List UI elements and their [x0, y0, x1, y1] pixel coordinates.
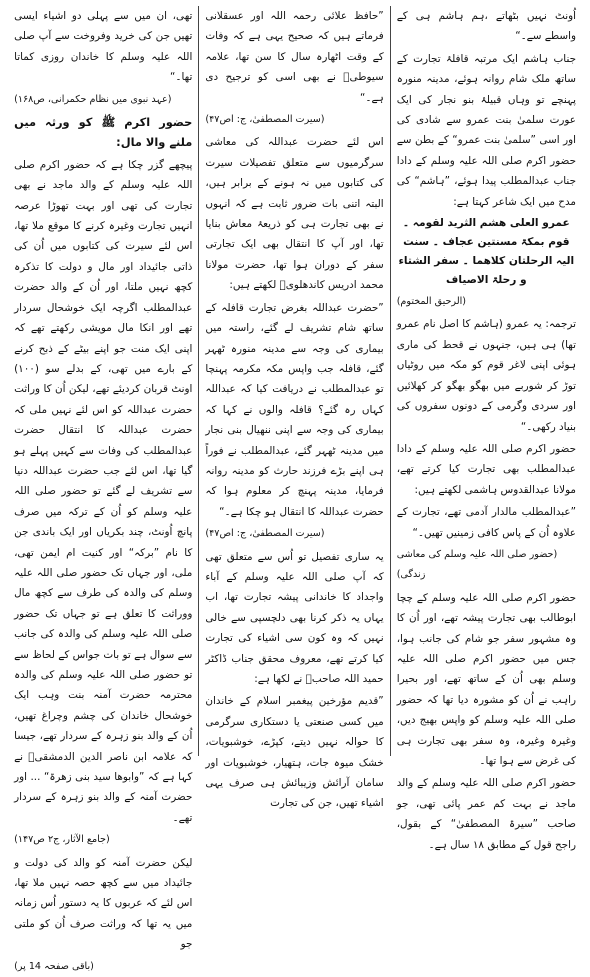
middle-column	[199, 6, 390, 810]
citation: (عہد نبوی میں نظام حکمرانی، ص۱۶۸)	[14, 93, 172, 105]
paragraph: لیکن حضرت آمنہ کو والد کی دولت و جائیداد میں سے کچھ حصہ نہیں ملا تھا، اس لئے کہ عربوں کا یہ دستور اُس زمانہ میں یہ تھا کہ وراثت صرف اُن کو ملتی جو	[14, 856, 193, 951]
arabic-verse: عمرو العلی ھشم الثرید لقومہ ۔ قوم بمکۃ مسنتین عجاف ۔ سنت الیہ الرحلتان کلاھما ۔ سفر الشتاء و رحلۃ الاصیاف	[398, 217, 575, 287]
citation: (حضور صلی اللہ علیہ وسلم کی معاشی زندگی)	[396, 548, 558, 581]
citation: (جامع الآثار، ج۲ ص۱۴۷)	[14, 834, 110, 846]
citation: (سیرت المصطفیٰ، ج: اص۴۷)	[205, 528, 325, 540]
continued-note: (باقی صفحہ 14 پر)	[14, 960, 94, 972]
paragraph: اُونٹ نہیں بٹھاتے ،ہم ہاشم ہی کے واسطے سے۔“	[396, 10, 576, 43]
paragraph: اس لئے حضرت عبداللہ کی معاشی سرگرمیوں سے متعلق تفصیلات سیرت کی کتابوں میں نہ ہونے کے برابر ہیں، البتہ اتنی بات ضرور ثابت ہے کہ انہوں نے بھی تجارت ہی کو ذریعۂ معاش بنایا تھا، اور آپ کا انتقال بھی ایک تجارتی سفر کے دوران ہوا تھا، حضرت مولانا محمد ادریس کاندھلویؒ لکھتے ہیں:	[205, 136, 384, 292]
section-heading: حضور اکرم ﷺ کو ورثہ میں ملنے والا مال:	[14, 115, 193, 150]
paragraph: حضور اکرم صلی اللہ علیہ وسلم کے والد ماجد نے بہت کم عمر پائی تھی، جو صاحب ”سیرۃ المصطفیٰ“ کے بقول، راجح قول کے مطابق ۱۸ سال ہے۔	[396, 777, 576, 851]
paragraph: ”قدیم مؤرخین پیغمبر اسلام کے خاندان میں کسی صنعتی یا دستکاری سرگرمی کا حوالہ نہیں دیتے، کپڑے، خوشبویات، خشک میوہ جات، ہتھیار، خوشبویات اور سامان آرائش وزیبائش ہی صرف یہی اشیاء تھیں، جن کی تجارت	[205, 695, 384, 810]
paragraph: تھی، ان میں سے پہلی دو اشیاء ایسی تھیں جن کی خرید وفروخت سے آپ صلی اللہ علیہ وسلم کا خاندان روزی کماتا تھا۔“	[14, 10, 193, 84]
paragraph: پیچھے گزر چکا ہے کہ حضور اکرم صلی اللہ علیہ وسلم کے والد ماجد نے بھی تجارت کی تھی اور بہت تھوڑا عرصہ انہیں تجارت وغیرہ کرنے کا موقع ملا تھا، اس لئے سیرت کی کتابوں میں اُن کی ذاتی جائیداد اور مال و دولت کا تذکرہ کچھ نہیں ملتا، اور اُن کے والد حضرت عبدالمطلب اگرچہ ایک خوشحال سردار تھے اور انکا مال مویشی رکھتے تھے کہ اپنی ایک منت جو اپنے بیٹے کے ذبح کرنے کے بارے میں تھی، کے بدلے سو (۱۰۰) اونٹ قربان کردیئے تھے، لیکن اُن کا وراثت حضرت عبداللہ کو اس لئے نہیں ملی کہ حضرت عبداللہ کا انتقال حضرت عبدالمطلب کی وفات سے کہیں پہلے ہو گیا تھا، اس لئے جب حضرت عبداللہ دنیا سے تشریف لے گئے تو حضور صلی اللہ علیہ وسلم کو اُن کے ترکہ میں صرف پانچ اُونٹ، چند بکریاں اور ایک باندی جن کا نام ”برکہ“ اور کنیت ام ایمن تھی، ملی، اور جہاں تک حضور صلی اللہ علیہ وسلم کی والدہ کی طرف سے کچھ مال ووراثت کا تعلق ہے تو جہاں تک حضور صلی اللہ علیہ وسلم کی والدہ کی جانب سے سوال ہے تو بات جواس کے لحاظ سے تو حضور صلی اللہ علیہ وسلم کی والدہ محترمہ حضرت آمنہ بنت وہب ایک خوشحال خاندان کی چشم وچراغ تھیں، اُن کے والد بنو زہرہ کے سردار تھے، جیسا کہ علامہ ابن ناصر الدین الدمشقیؒ نے کہا ہے کہ ”وابوھا سید بنی زھرۃ“ ... اور حضرت آمنہ کے والد بنو زہرہ کے سردار تھے۔	[14, 158, 193, 824]
paragraph: ترجمہ: یہ عمرو (ہاشم کا اصل نام عمرو تھا) ہی ہیں، جنہوں نے قحط کی ماری ہوئی اپنی لاغر قوم کو مکہ میں روٹیاں توڑ کر شوربے میں بھگو بھگو کر کھلائیں اور سردی وگرمی کے دونوں سفروں کی بنیاد رکھی۔“	[396, 318, 576, 433]
paragraph: حضور اکرم صلی اللہ علیہ وسلم کے دادا عبدالمطلب بھی تجارت کیا کرتے تھے، مولانا عبدالقدوس ہاشمی لکھتے ہیں:	[396, 442, 576, 496]
paragraph: حضور اکرم صلی اللہ علیہ وسلم کے چچا ابوطالب بھی تجارت پیشہ تھے، اور اُن کا وہ مشہور سفر جو شام کی جانب ہوا، جس میں حضور اکرم صلی اللہ علیہ وسلم بھی اُن کے ساتھ تھے، اور بحیرا راہب نے اُن کو مشورہ دیا تھا کہ حضور صلی اللہ علیہ وسلم کو واپس بھیج دیں، وغیرہ وغیرہ، وہ سفر بھی تجارت ہی کی غرض سے ہوا تھا۔	[396, 591, 576, 767]
paragraph: ”حافظ علائی رحمہ اللہ اور عسقلانی فرماتے ہیں کہ صحیح یہی ہے کہ وفات کے وقت اٹھارہ سال کا سن تھا، علامہ سیوطیؒ نے بھی اسی کو ترجیح دی ہے۔“	[205, 10, 384, 104]
paragraph: ”عبدالمطلب مالدار آدمی تھے، تجارت کے علاوہ اُن کے پاس کافی زمینیں تھیں۔“	[396, 506, 576, 539]
left-column	[8, 6, 199, 972]
paragraph: جناب ہاشم ایک مرتبہ قافلۂ تجارت کے ساتھ ملک شام روانہ ہوئے، مدینہ منورہ پہنچے تو وہاں قبیلۂ بنو نجار کی ایک عورت سلمیٰ بنت عمرو سے شادی کی اور اسی ”سلمیٰ بنت عمرو“ کے بطن سے حضور اکرم صلی اللہ علیہ وسلم کے دادا جناب عبدالمطلب پیدا ہوئے، ”ہاشم“ کی مدح میں ایک شاعر کہتا ہے:	[396, 52, 576, 208]
paragraph: یہ ساری تفصیل تو اُس سے متعلق تھی کہ آپ صلی اللہ علیہ وسلم کے آباء واجداد کا خاندانی پیشہ تجارت تھا، اب یہاں یہ ذکر کرنا بھی دلچسپی سے خالی نہیں کہ وہ کون سی اشیاء کی تجارت کیا کرتے تھے، معروف محقق جناب ڈاکٹر حمید اللہ صاحبؒ نے لکھا ہے:	[205, 550, 384, 685]
right-column	[391, 6, 582, 851]
column-container	[8, 6, 582, 972]
paragraph: ”حضرت عبداللہ بغرض تجارت قافلہ کے ساتھ شام تشریف لے گئے، راستہ میں بیماری کی وجہ سے مدینہ منورہ ٹھہر گئے، قافلہ جب واپس مکہ مکرمہ پہنچا تو عبدالمطلب نے دریافت کیا کہ عبداللہ کہاں رہ گئے؟ قافلہ والوں نے کہا کہ بیماری کی وجہ سے اپنی ننھیال بنی نجار میں مدینہ ٹھہر گئے، عبدالمطلب نے فوراً ہی اپنے بڑے فرزند حارث کو مدینہ روانہ فرمایا، مدینہ پہنچ کر معلوم ہوا کہ حضرت عبداللہ کا انتقال ہو چکا ہے۔“	[205, 301, 384, 518]
citation: (سیرت المصطفیٰ، ج: اص۴۷)	[205, 114, 325, 126]
citation: (الرحیق المختوم)	[396, 296, 467, 308]
